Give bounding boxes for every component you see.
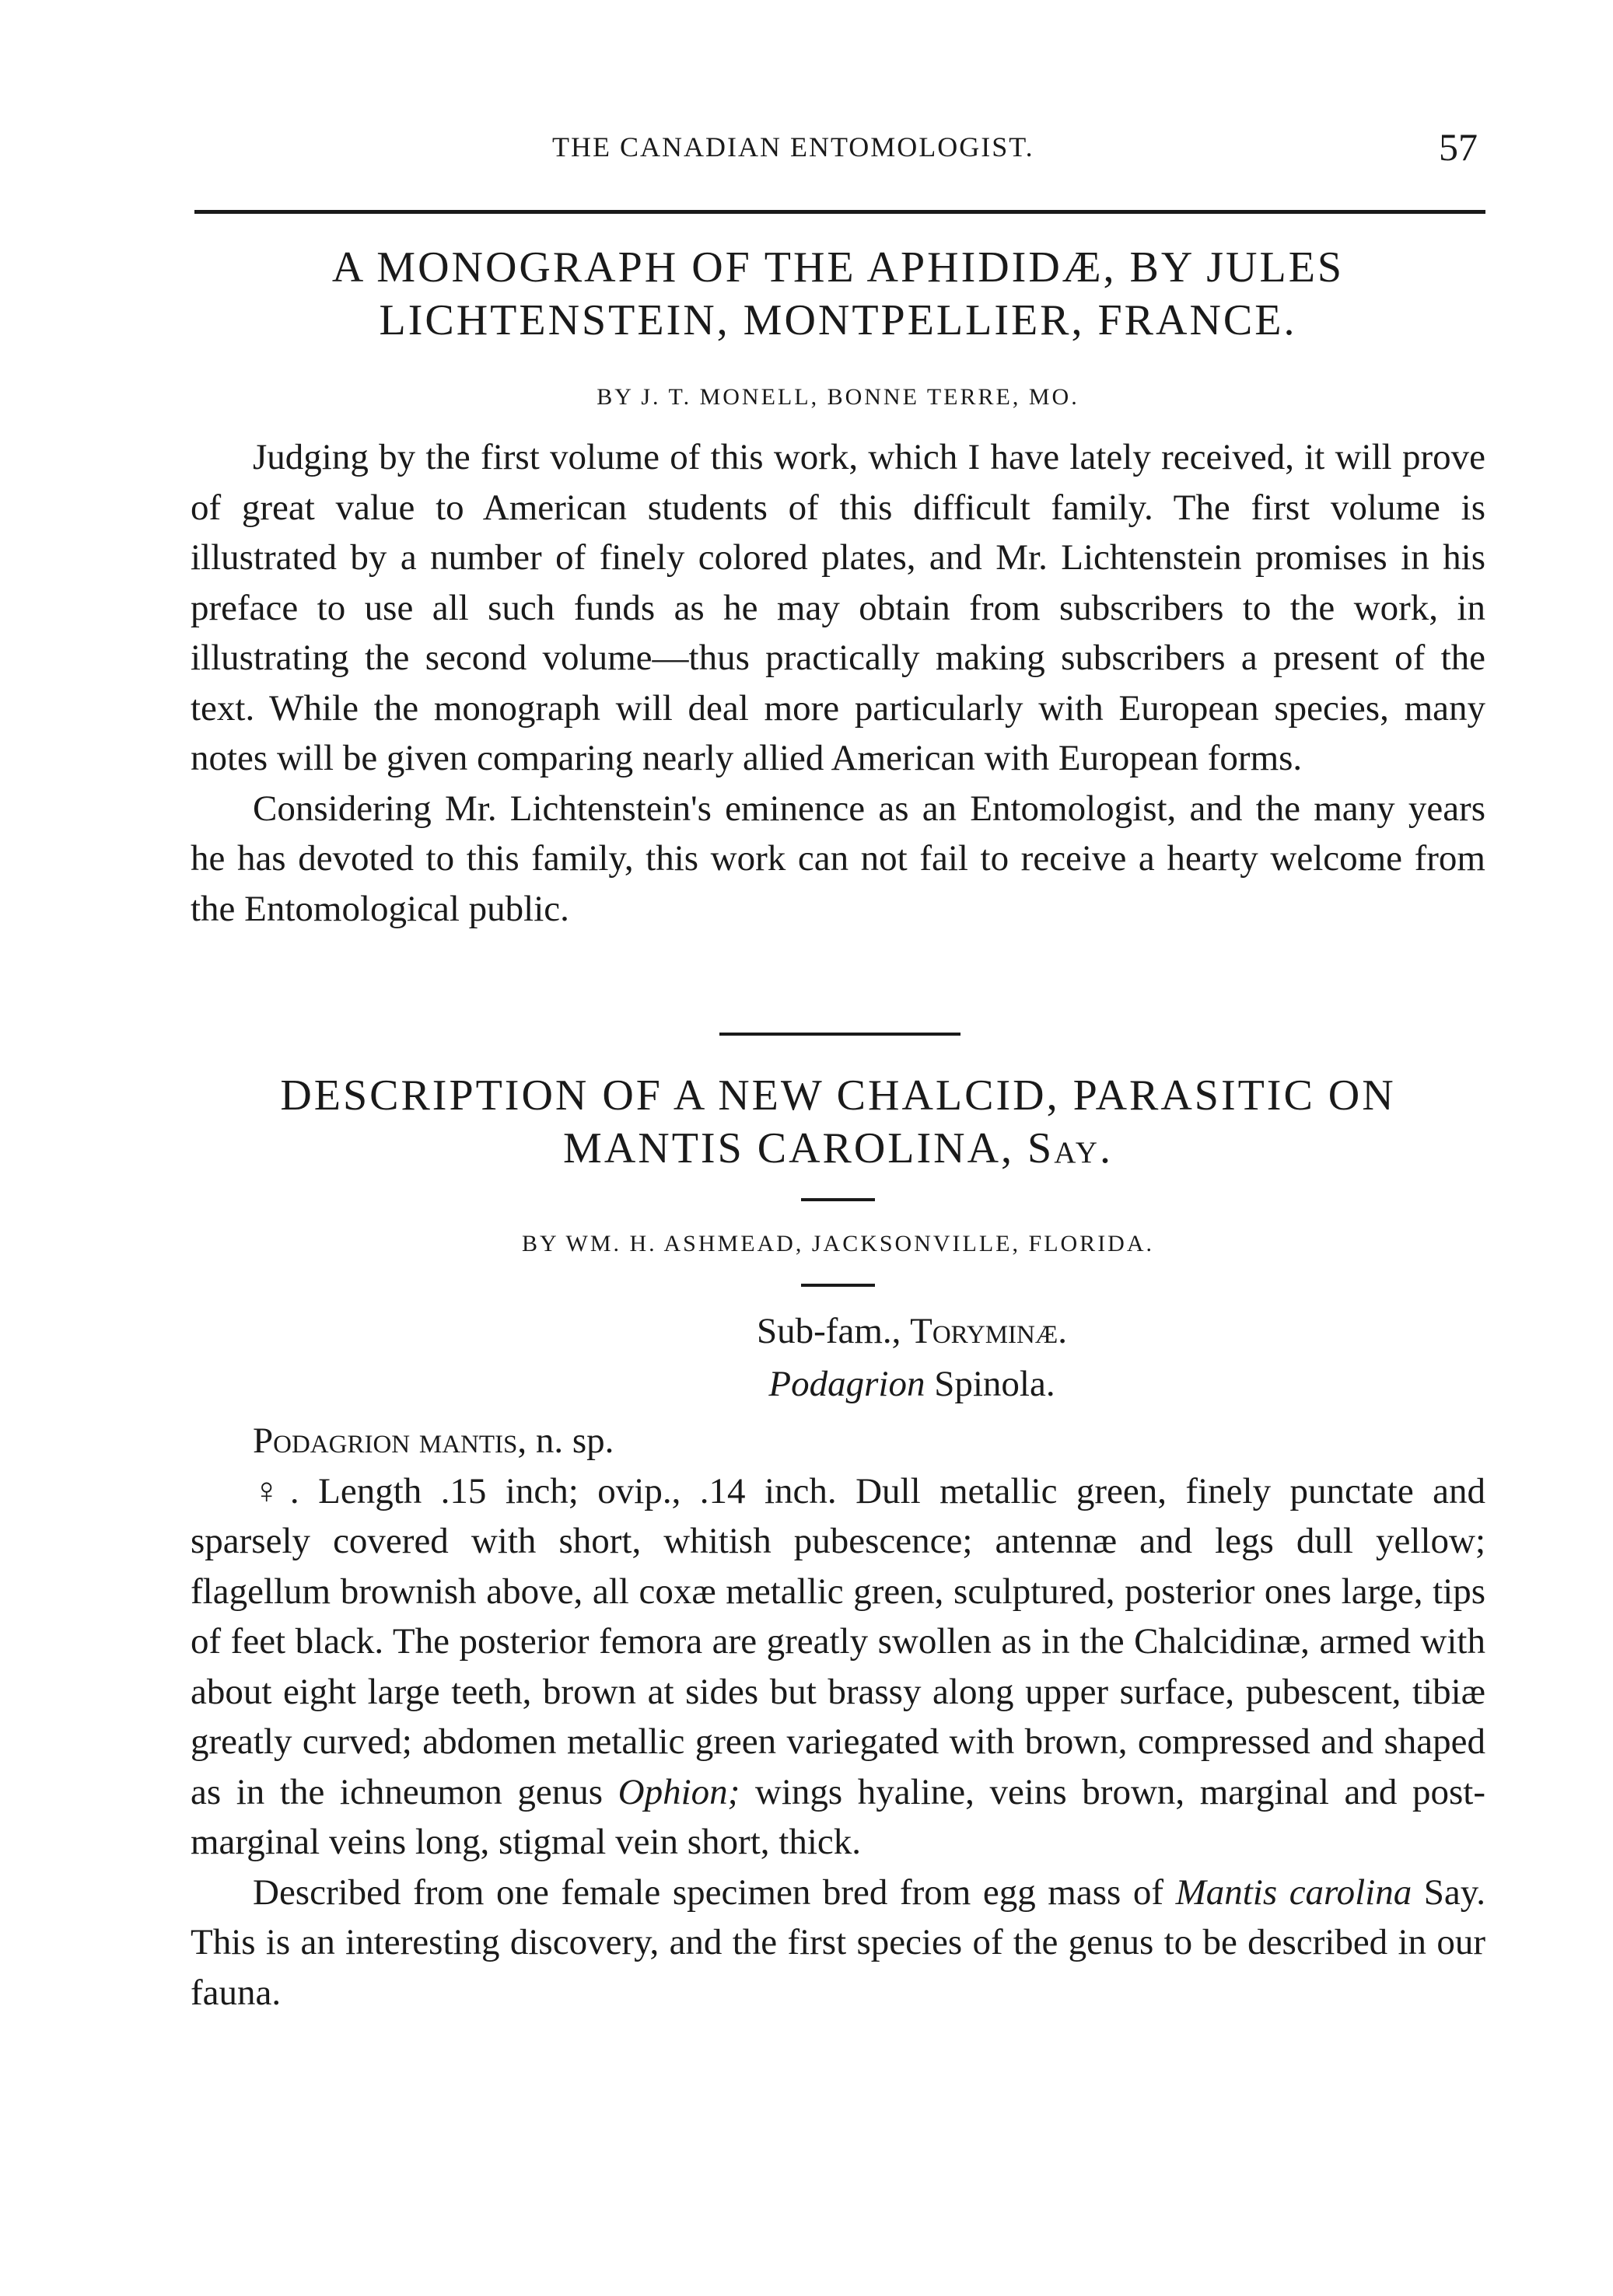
subfamily-name: Toryminæ. <box>910 1311 1067 1351</box>
article-paragraph: Judging by the first volume of this work, which I have lately received, it will prove of great value to American students of this difficult family. The first volume is illustrated by a number of finely colored plates, and Mr. Lichtenstein promises in his preface to use all such funds as he may obtain from subscribers to the work, in illustrating the second volume—thus practically making subscribers a present of the text. While the monograph will deal more particularly with European species, many notes will be given comparing nearly allied American with European forms. <box>191 437 1485 778</box>
title-line: MANTIS CAROLINA, <box>563 1124 1028 1172</box>
species-suffix: n. sp. <box>535 1421 614 1461</box>
subfamily-label: Sub-fam., <box>757 1311 911 1351</box>
closing-text: Described from one female specimen bred from egg mass of <box>253 1871 1176 1913</box>
title-line: DESCRIPTION OF A NEW CHALCID, PARASITIC ON <box>280 1071 1396 1120</box>
section-divider <box>719 1033 960 1036</box>
genus-name: Podagrion <box>768 1364 925 1404</box>
species-description <box>191 1466 1485 1868</box>
article-chalcid <box>191 1069 1485 2018</box>
description-genus: Ophion; <box>618 1771 740 1812</box>
description-text: ♀. Length .15 inch; ovip., .14 inch. Dull metallic green, finely punctate and sparsely covered with short, whitish pubescence; antennæ and legs dull yellow; flagellum brownish above, all coxæ metallic green, sculptured, posterior ones large, tips of feet black. The posterior femora are greatly swollen as in the Chalcidinæ, armed with about eight large teeth, brown at sides but brassy along upper surface, pubescent, tibiæ greatly curved; abdomen metallic green variegated with brown, compressed and shaped as in the ichneumon genus <box>191 1470 1485 1812</box>
article-byline: BY J. T. MONELL, BONNE TERRE, MO. <box>597 384 1079 410</box>
article-title <box>191 1069 1485 1175</box>
title-author: Say. <box>1027 1124 1113 1172</box>
running-header <box>194 124 1478 171</box>
genus-author: Spinola. <box>925 1364 1055 1404</box>
header-rule <box>194 210 1485 214</box>
title-rule <box>801 1198 875 1201</box>
species-heading <box>191 1416 1485 1466</box>
article-title: A MONOGRAPH OF THE APHIDIDÆ, BY JULES LICHTENSTEIN, MONTPELLIER, FRANCE. <box>331 243 1345 344</box>
closing-text: Say. This is an interesting discovery, and the first species of the genus to be described in our fauna. <box>191 1871 1485 2013</box>
running-title: THE CANADIAN ENTOMOLOGIST. <box>552 131 1034 163</box>
description-text: wings hyaline, veins brown, marginal and post-marginal veins long, stigmal vein short, thick. <box>191 1771 1485 1862</box>
article-byline: BY WM. H. ASHMEAD, JACKSONVILLE, FLORIDA. <box>521 1231 1155 1256</box>
closing-species: Mantis carolina <box>1175 1871 1412 1913</box>
article-aphididae <box>191 241 1485 934</box>
article-paragraph: Considering Mr. Lichtenstein's eminence as an Entomologist, and the many years he has devoted to this family, this work can not fail to receive a hearty welcome from the Entomological public. <box>191 788 1485 929</box>
species-name: Podagrion mantis, <box>253 1421 536 1461</box>
genus-line <box>191 1363 1485 1405</box>
subfamily-line <box>191 1310 1485 1352</box>
page-number: 57 <box>1439 125 1478 169</box>
byline-rule <box>801 1284 875 1287</box>
closing-paragraph <box>191 1868 1485 2018</box>
